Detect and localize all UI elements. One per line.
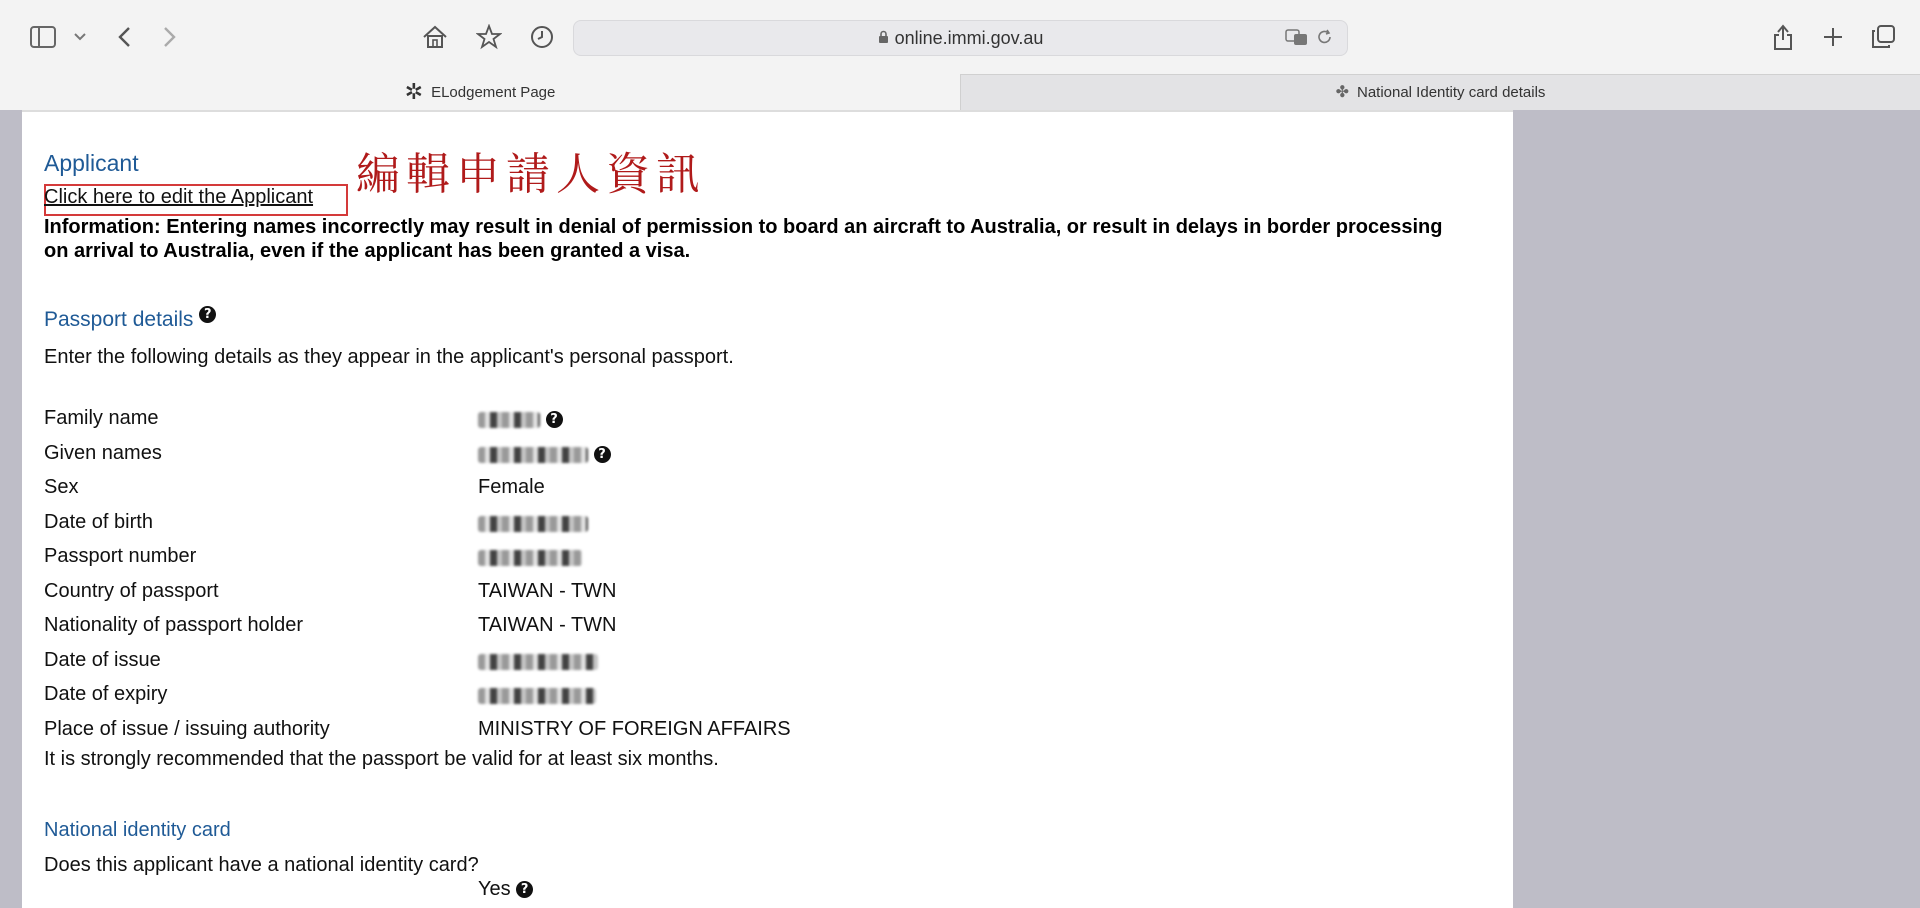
redacted-value <box>478 654 598 670</box>
family-name-value <box>478 408 563 431</box>
dob-value <box>478 512 588 535</box>
sex-value: Female <box>478 476 545 498</box>
place-of-issue-label: Place of issue / issuing authority <box>44 718 330 740</box>
tab-national-identity[interactable] <box>960 74 1920 110</box>
translate-icon[interactable] <box>1285 28 1309 51</box>
national-id-question: Does this applicant have a national identity card? <box>44 854 479 876</box>
bookmark-star-icon[interactable] <box>474 22 504 52</box>
new-tab-icon[interactable] <box>1818 22 1848 52</box>
tab-label: National Identity card details <box>1356 84 1546 101</box>
sidebar-toggle-icon[interactable] <box>26 22 60 52</box>
date-of-expiry-label: Date of expiry <box>44 683 168 705</box>
tab-elodgement[interactable] <box>0 74 960 110</box>
place-of-issue-value: MINISTRY OF FOREIGN AFFAIRS <box>478 718 791 740</box>
passport-intro: Enter the following details as they appear in the applicant's personal passport. <box>44 346 734 368</box>
tab-overview-icon[interactable] <box>1868 22 1898 52</box>
chevron-down-icon[interactable] <box>70 22 90 52</box>
forward-icon[interactable] <box>158 22 182 52</box>
redacted-value <box>478 412 540 428</box>
gear-icon: ✲ <box>404 79 424 104</box>
passport-heading <box>44 308 216 332</box>
passport-heading-label: Passport details <box>44 308 194 331</box>
back-icon[interactable] <box>112 22 136 52</box>
sex-label: Sex <box>44 476 79 498</box>
browser-toolbar <box>0 0 1920 74</box>
national-id-heading: National identity card <box>44 819 231 841</box>
redacted-value <box>478 516 588 532</box>
home-icon[interactable] <box>420 22 450 52</box>
passport-number-label: Passport number <box>44 545 197 567</box>
passport-number-value <box>478 546 582 569</box>
tab-label: ELodgement Page <box>431 83 556 101</box>
lock-icon <box>878 28 889 49</box>
family-name-label: Family name <box>44 407 159 429</box>
help-icon[interactable]: ? <box>546 411 563 428</box>
country-of-passport-value: TAIWAN - TWN <box>478 580 617 602</box>
page-viewport <box>0 110 1920 908</box>
redacted-value <box>478 550 582 566</box>
date-of-expiry-value <box>478 684 596 707</box>
date-of-issue-value <box>478 650 598 673</box>
help-icon[interactable]: ? <box>594 446 611 463</box>
nationality-label: Nationality of passport holder <box>44 614 304 636</box>
applicant-heading: Applicant <box>44 150 139 176</box>
share-icon[interactable] <box>1768 22 1798 52</box>
help-icon[interactable]: ? <box>516 881 533 898</box>
passport-validity-note: It is strongly recommended that the passport be valid for at least six months. <box>44 748 719 770</box>
redacted-value <box>478 447 588 463</box>
country-of-passport-label: Country of passport <box>44 580 219 602</box>
address-bar[interactable] <box>573 20 1348 56</box>
crest-icon: ✤ <box>1335 83 1349 101</box>
given-names-label: Given names <box>44 442 162 464</box>
given-names-value <box>478 443 611 466</box>
url-text: online.immi.gov.au <box>894 27 1044 48</box>
history-clock-icon[interactable] <box>527 22 557 52</box>
nationality-value: TAIWAN - TWN <box>478 614 617 636</box>
national-id-answer <box>478 878 533 901</box>
handwritten-annotation: 編輯申請人資訊 <box>356 149 706 200</box>
date-of-issue-label: Date of issue <box>44 649 161 671</box>
applicant-info-text: Information: Entering names incorrectly may result in denial of permission to board an aircraft to Australia, or result in delays in border processing on arrival to Australia, even if the applicant has been granted a visa. <box>44 216 1443 262</box>
edit-applicant-link[interactable]: Click here to edit the Applicant <box>44 186 314 208</box>
tab-strip <box>0 74 1920 110</box>
redacted-value <box>478 688 596 704</box>
help-icon[interactable]: ? <box>199 306 216 323</box>
national-id-answer-text: Yes <box>478 878 511 900</box>
content-panel <box>22 110 1513 908</box>
dob-label: Date of birth <box>44 511 153 533</box>
reload-icon[interactable] <box>1317 28 1333 51</box>
